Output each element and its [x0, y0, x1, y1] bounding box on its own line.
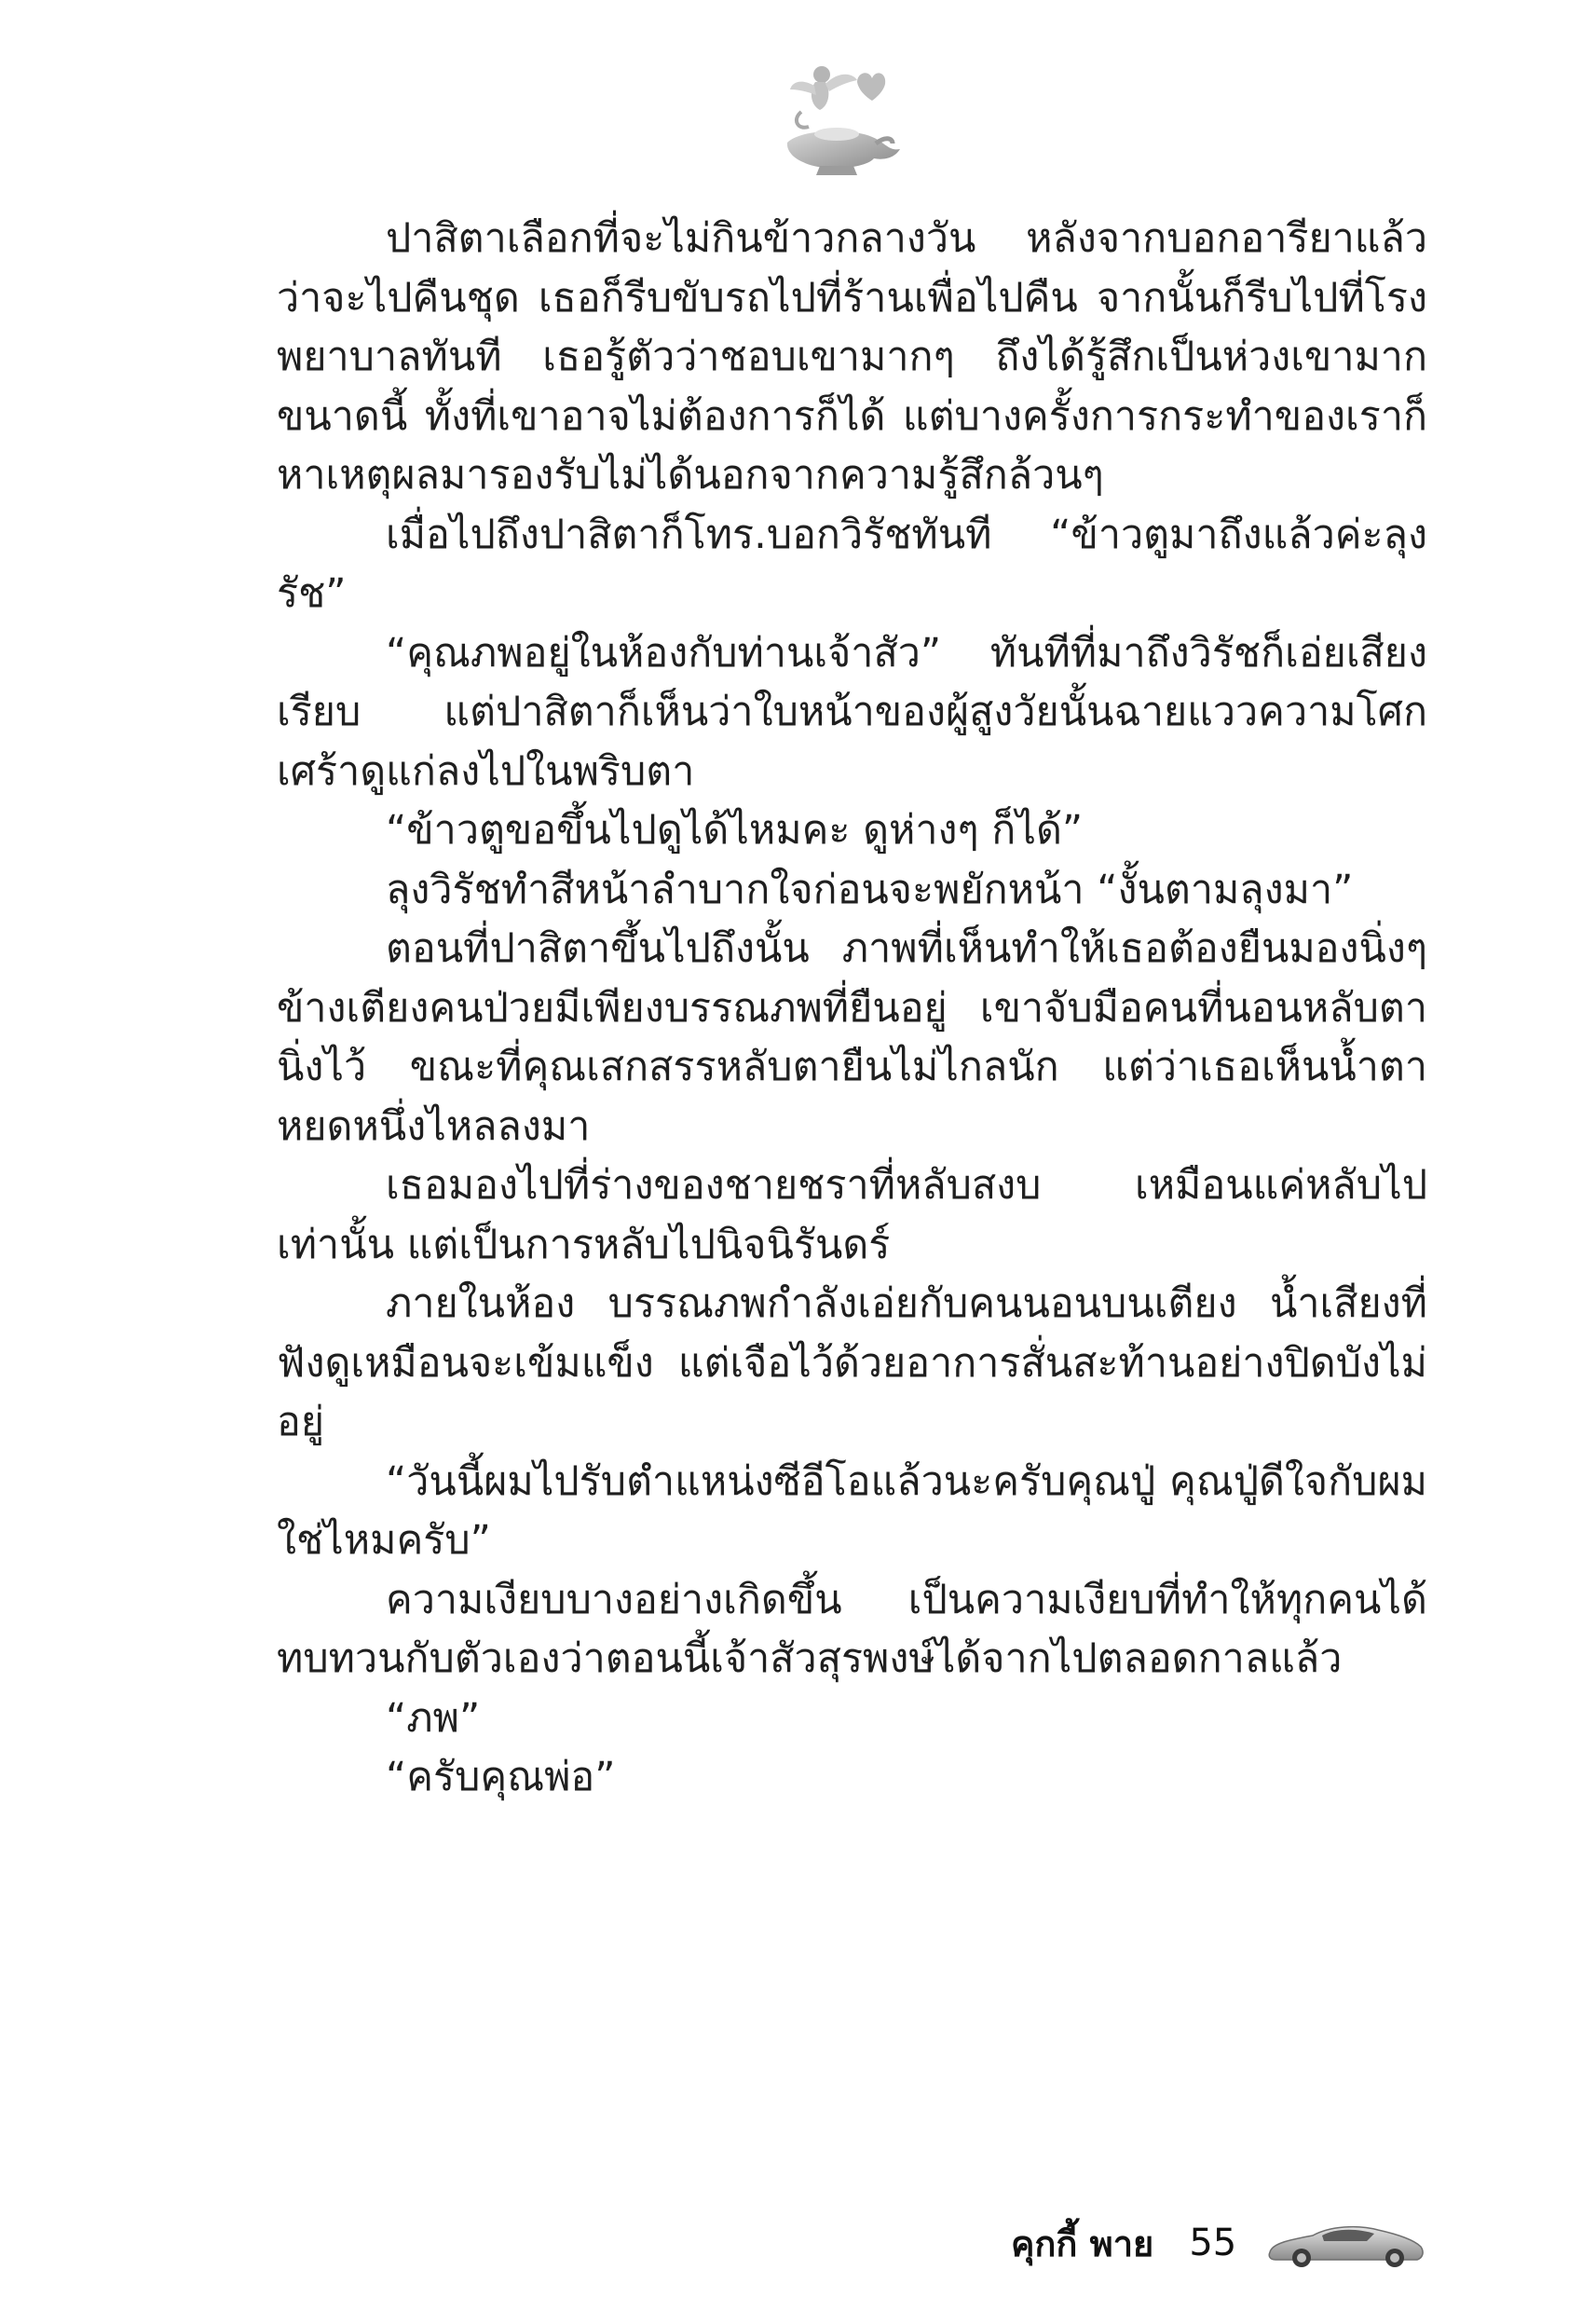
sports-car-icon	[1264, 2217, 1427, 2269]
paragraph: ภายในห้อง บรรณภพกำลังเอ่ยกับคนนอนบนเตียง น้ำเสียงที่ฟังดูเหมือนจะเข้มแข็ง แต่เจือไว้ด้วยอาการสั่นสะท้านอย่างปิดบังไม่อยู่	[277, 1280, 1427, 1445]
book-title: คุกกี้ พาย	[1011, 2222, 1154, 2264]
paragraph: เธอมองไปที่ร่างของชายชราที่หลับสงบ เหมือนแค่หลับไปเท่านั้น แต่เป็นการหลับไปนิจนิรันดร์	[277, 1162, 1427, 1268]
paragraph: ปาสิตาเลือกที่จะไม่กินข้าวกลางวัน หลังจากบอกอารียาแล้วว่าจะไปคืนชุด เธอก็รีบขับรถไปที่ร้านเพื่อไปคืน จากนั้นก็รีบไปที่โรงพยาบาลทันที เธอรู้ตัวว่าชอบเขามากๆ ถึงได้รู้สึกเป็นห่วงเขามากขนาดนี้ ทั้งที่เขาอาจไม่ต้องการก็ได้ แต่บางครั้งการกระทำของเราก็หาเหตุผลมารองรับไม่ได้นอกจากความรู้สึกล้วนๆ	[277, 215, 1427, 499]
paragraph: “คุณภพอยู่ในห้องกับท่านเจ้าสัว” ทันทีที่มาถึงวิรัชก็เอ่ยเสียงเรียบ แต่ปาสิตาก็เห็นว่าใบหน้าของผู้สูงวัยนั้นฉายแววความโศกเศร้าดูแก่ลงไปในพริบตา	[277, 629, 1427, 795]
paragraph: ตอนที่ปาสิตาขึ้นไปถึงนั้น ภาพที่เห็นทำให้เธอต้องยืนมองนิ่งๆ ข้างเตียงคนป่วยมีเพียงบรรณภพที่ยืนอยู่ เขาจับมือคนที่นอนหลับตานิ่งไว้ ขณะที่คุณเสกสรรหลับตายืนไม่ไกลนัก แต่ว่าเธอเห็นน้ำตาหยดหนึ่งไหลลงมา	[277, 925, 1427, 1150]
page-footer	[1011, 2210, 1427, 2276]
paragraph: “ภพ”	[386, 1694, 481, 1742]
paragraph: ความเงียบบางอย่างเกิดขึ้น เป็นความเงียบที่ทำให้ทุกคนได้ทบทวนกับตัวเองว่าตอนนี้เจ้าสัวสุรพงษ์ได้จากไปตลอดกาลแล้ว	[277, 1576, 1427, 1682]
paragraph: ลุงวิรัชทำสีหน้าลำบากใจก่อนจะพยักหน้า “งั้นตามลุงมา”	[386, 866, 1354, 913]
paragraph: “ข้าวตูขอขึ้นไปดูได้ไหมคะ ดูห่างๆ ก็ได้”	[386, 807, 1084, 854]
story-text	[277, 210, 1427, 1808]
paragraph: เมื่อไปถึงปาสิตาก็โทร.บอกวิรัชทันที “ข้าวตูมาถึงแล้วค่ะลุงรัช”	[277, 511, 1427, 617]
paragraph: “ครับคุณพ่อ”	[386, 1754, 616, 1800]
paragraph: “วันนี้ผมไปรับตำแหน่งซีอีโอแล้วนะครับคุณปู่ คุณปู่ดีใจกับผมใช่ไหมครับ”	[277, 1457, 1427, 1564]
page-number: 55	[1189, 2222, 1237, 2264]
genie-lamp-icon	[764, 54, 904, 185]
